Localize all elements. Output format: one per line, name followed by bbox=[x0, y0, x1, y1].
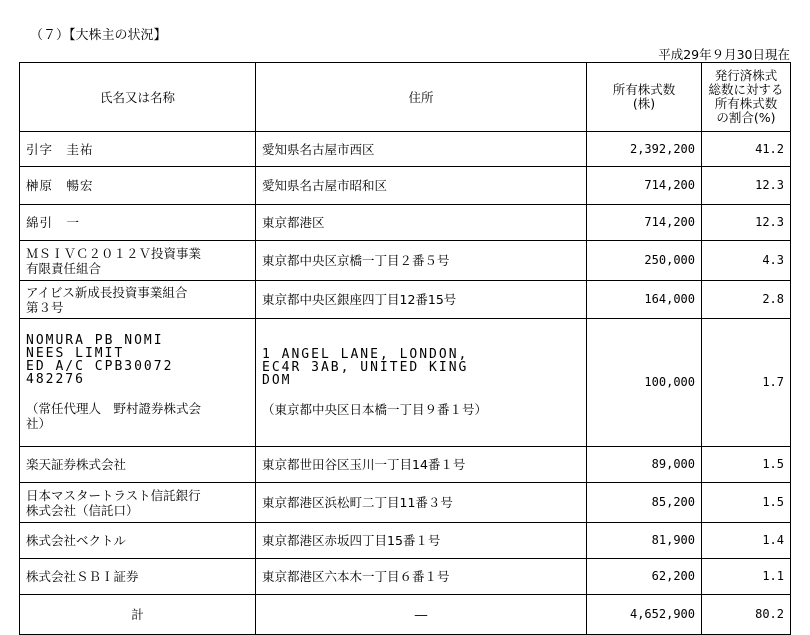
holder-name: 引字 圭祐 bbox=[20, 132, 256, 167]
holder-ratio: 12.3 bbox=[702, 167, 791, 205]
major-shareholders-table bbox=[19, 62, 791, 635]
holder-name bbox=[20, 319, 256, 447]
holder-shares: 81,900 bbox=[587, 523, 702, 559]
holder-shares: 250,000 bbox=[587, 241, 702, 281]
holder-name: 榊原 暢宏 bbox=[20, 167, 256, 205]
header-shares: 所有株式数 (株) bbox=[587, 63, 702, 132]
holder-address: 東京都世田谷区玉川一丁目14番１号 bbox=[256, 447, 587, 483]
holder-address: 東京都港区 bbox=[256, 205, 587, 241]
header-row bbox=[20, 63, 791, 132]
holder-name: アイビス新成長投資事業組合 第３号 bbox=[20, 281, 256, 319]
holder-ratio: 1.4 bbox=[702, 523, 791, 559]
holder-address: 愛知県名古屋市昭和区 bbox=[256, 167, 587, 205]
header-name: 氏名又は名称 bbox=[20, 63, 256, 132]
holder-ratio: 1.5 bbox=[702, 447, 791, 483]
table-row bbox=[20, 447, 791, 483]
total-row bbox=[20, 595, 791, 635]
holder-address bbox=[256, 319, 587, 447]
holder-address: 東京都中央区銀座四丁目12番15号 bbox=[256, 281, 587, 319]
holder-address: 東京都港区六本木一丁目６番１号 bbox=[256, 559, 587, 595]
holder-name: 綿引 一 bbox=[20, 205, 256, 241]
holder-ratio: 4.3 bbox=[702, 241, 791, 281]
holder-shares: 85,200 bbox=[587, 483, 702, 523]
total-address: ― bbox=[256, 595, 587, 635]
total-label: 計 bbox=[20, 595, 256, 635]
holder-name: ＭＳＩＶＣ２０１２Ｖ投資事業 有限責任組合 bbox=[20, 241, 256, 281]
holder-ratio: 41.2 bbox=[702, 132, 791, 167]
holder-shares: 714,200 bbox=[587, 167, 702, 205]
holder-name-note: （常任代理人 野村證券株式会 社） bbox=[26, 401, 202, 431]
table-row bbox=[20, 132, 791, 167]
holder-address: 東京都港区浜松町二丁目11番３号 bbox=[256, 483, 587, 523]
table-row bbox=[20, 281, 791, 319]
table-row bbox=[20, 319, 791, 447]
holder-name-latin: NOMURA PB NOMI NEES LIMIT ED A/C CPB30072 482276 bbox=[26, 333, 174, 387]
holder-ratio: 2.8 bbox=[702, 281, 791, 319]
holder-name: 楽天証券株式会社 bbox=[20, 447, 256, 483]
holder-ratio: 12.3 bbox=[702, 205, 791, 241]
holder-ratio: 1.1 bbox=[702, 559, 791, 595]
holder-address: 東京都港区赤坂四丁目15番１号 bbox=[256, 523, 587, 559]
table-row bbox=[20, 483, 791, 523]
as-of-date: 平成29年９月30日現在 bbox=[658, 47, 790, 62]
section-title: （７）【大株主の状況】 bbox=[30, 28, 167, 43]
holder-shares: 89,000 bbox=[587, 447, 702, 483]
holder-shares: 100,000 bbox=[587, 319, 702, 447]
holder-address: 愛知県名古屋市西区 bbox=[256, 132, 587, 167]
table-row bbox=[20, 523, 791, 559]
holder-address: 東京都中央区京橋一丁目２番５号 bbox=[256, 241, 587, 281]
total-ratio: 80.2 bbox=[702, 595, 791, 635]
holder-shares: 2,392,200 bbox=[587, 132, 702, 167]
holder-ratio: 1.7 bbox=[702, 319, 791, 447]
header-ratio: 発行済株式 総数に対する 所有株式数 の割合(%) bbox=[702, 63, 791, 132]
holder-shares: 164,000 bbox=[587, 281, 702, 319]
holder-shares: 714,200 bbox=[587, 205, 702, 241]
table-row bbox=[20, 205, 791, 241]
holder-address-latin: 1 ANGEL LANE, LONDON, EC4R 3AB, UNITED KING DOM bbox=[262, 347, 469, 388]
holder-name: 日本マスタートラスト信託銀行 株式会社（信託口） bbox=[20, 483, 256, 523]
table-row bbox=[20, 241, 791, 281]
table-row bbox=[20, 559, 791, 595]
header-address: 住所 bbox=[256, 63, 587, 132]
holder-shares: 62,200 bbox=[587, 559, 702, 595]
total-shares: 4,652,900 bbox=[587, 595, 702, 635]
holder-address-note: （東京都中央区日本橋一丁目９番１号） bbox=[262, 402, 488, 417]
holder-ratio: 1.5 bbox=[702, 483, 791, 523]
table-row bbox=[20, 167, 791, 205]
holder-name: 株式会社ベクトル bbox=[20, 523, 256, 559]
holder-name: 株式会社ＳＢＩ証券 bbox=[20, 559, 256, 595]
